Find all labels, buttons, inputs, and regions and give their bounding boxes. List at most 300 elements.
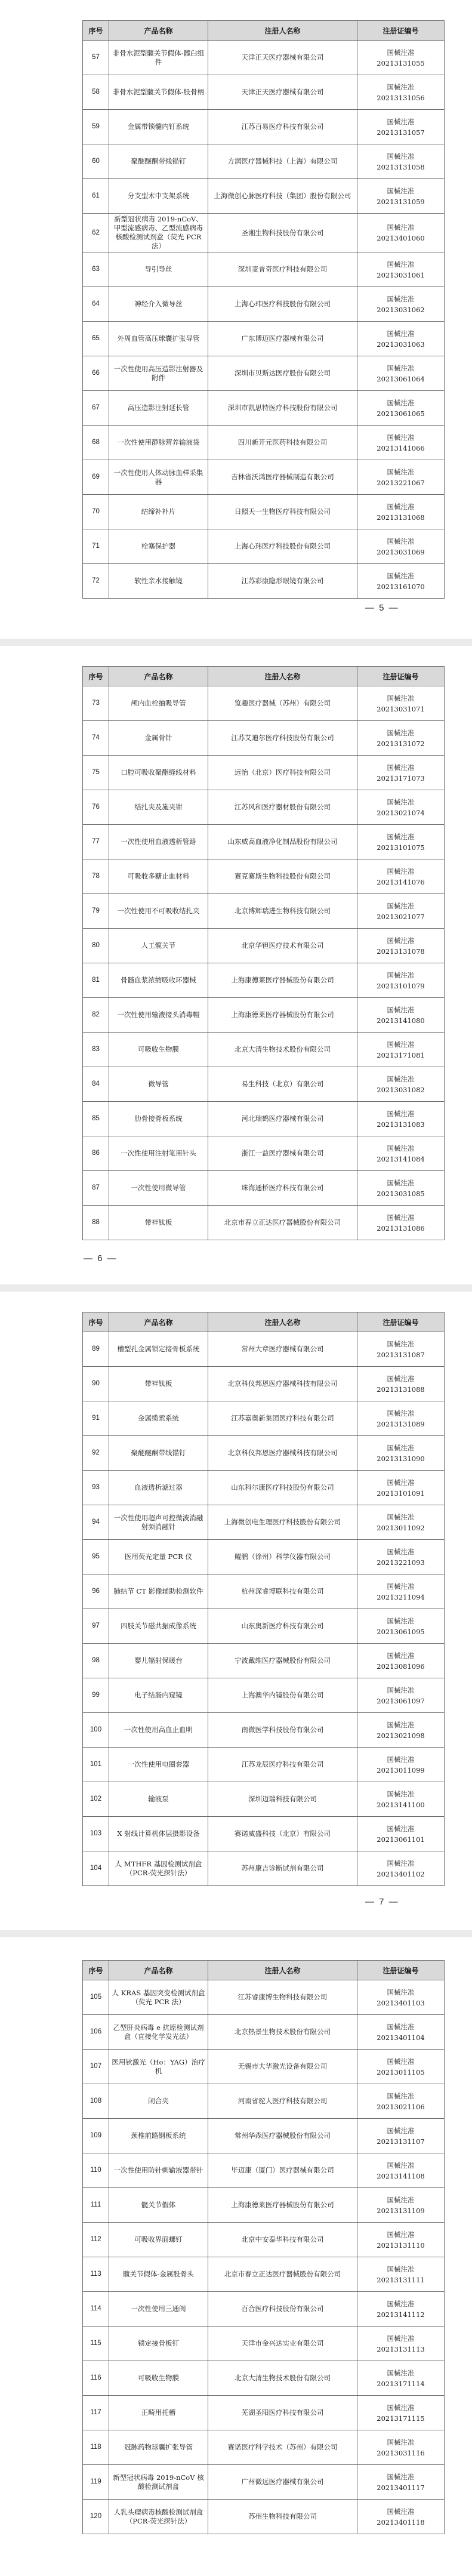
cert-type: 国械注准: [387, 1582, 415, 1591]
cert-type: 国械注准: [387, 398, 415, 407]
cert-number: 20213131058: [377, 162, 425, 171]
table-header-row: [83, 1312, 445, 1332]
cell-cert: [357, 2223, 445, 2257]
cell-registrant: 吉林省沃鸿医疗器械制造有限公司: [208, 460, 357, 495]
cert-type: 国械注准: [387, 152, 415, 161]
cell-product: 闭合夹: [109, 2084, 208, 2119]
cell-cert: [357, 686, 445, 721]
cell-registrant: 浙江一益医疗器械有限公司: [208, 1136, 357, 1171]
cell-product: 输液泵: [109, 1782, 208, 1817]
cell-product: 外周血管高压球囊扩张导管: [109, 322, 208, 356]
cell-seq: 114: [83, 2292, 109, 2327]
cell-product: 人 KRAS 基因突变检测试剂盒（荧光 PCR 法）: [109, 1980, 208, 2015]
table-row: [83, 1574, 445, 1609]
table-row: [83, 322, 445, 356]
cert-number: 20213061097: [377, 1696, 425, 1705]
cell-cert: [357, 790, 445, 825]
cell-product: 新型冠状病毒 2019-nCoV、甲型流感病毒、乙型流感病毒核酸检测试剂盒（荧光 PCR 法）: [109, 214, 208, 252]
cert-number: 20213171081: [377, 1050, 425, 1059]
cert-number: 20213401103: [377, 1998, 425, 2007]
cert-type: 国械注准: [387, 294, 415, 303]
cert-number: 20213131090: [377, 1454, 425, 1463]
table-row: [83, 1436, 445, 1471]
cert-type: 国械注准: [387, 2334, 415, 2343]
cell-registrant: 北京市春立正达医疗器械股份有限公司: [208, 2257, 357, 2292]
header-product: 产品名称: [109, 1312, 208, 1332]
cell-registrant: 圣湘生物科技股份有限公司: [208, 214, 357, 252]
table-row: [83, 426, 445, 460]
cell-registrant: 深圳市贝斯达医疗股份有限公司: [208, 356, 357, 391]
cell-product: 肺结节 CT 影像辅助检测软件: [109, 1574, 208, 1609]
cell-product: 一次性使用输液接头消毒帽: [109, 998, 208, 1033]
cell-product: 婴儿辐射保暖台: [109, 1644, 208, 1678]
cell-registrant: 易生科技（北京）有限公司: [208, 1067, 357, 1102]
cert-number: 20213221093: [377, 1558, 425, 1567]
table-body: [83, 1980, 445, 2534]
cell-cert: [357, 859, 445, 894]
cell-cert: [357, 2361, 445, 2396]
cell-seq: 62: [83, 214, 109, 252]
cert-type: 国械注准: [387, 1144, 415, 1153]
cert-number: 20213171115: [377, 2414, 425, 2423]
cert-type: 国械注准: [387, 2161, 415, 2170]
cell-seq: 92: [83, 1436, 109, 1471]
cell-registrant: 上海微创心脉医疗科技（集团）股份有限公司: [208, 179, 357, 214]
cell-registrant: 苏州康吉诊断试剂有限公司: [208, 1851, 357, 1886]
table-row: [83, 1713, 445, 1748]
cell-registrant: 山东奥新医疗科技有限公司: [208, 1609, 357, 1644]
table-row: [83, 2257, 445, 2292]
table-row: [83, 1033, 445, 1067]
table-row: [83, 1540, 445, 1574]
registration-table: [82, 1312, 445, 1886]
registration-table: [82, 20, 445, 599]
cert-type: 国械注准: [387, 2472, 415, 2481]
cell-cert: [357, 214, 445, 252]
cell-product: 一次性使用静脉营养输液袋: [109, 426, 208, 460]
cert-type: 国械注准: [387, 2230, 415, 2239]
registration-table: [82, 1960, 445, 2534]
cell-cert: [357, 356, 445, 391]
cert-number: 20213101091: [377, 1489, 425, 1497]
table-row: [83, 825, 445, 859]
table-row: [83, 2396, 445, 2430]
cell-seq: 115: [83, 2327, 109, 2361]
header-cert: 注册证编号: [357, 21, 445, 41]
cell-product: 肋骨接骨板系统: [109, 1102, 208, 1136]
cell-cert: [357, 1748, 445, 1782]
cell-seq: 95: [83, 1540, 109, 1574]
cell-product: 颅内血栓抽吸导管: [109, 686, 208, 721]
cell-cert: [357, 1471, 445, 1505]
cell-seq: 63: [83, 252, 109, 287]
cell-registrant: 广东博迈医疗器械有限公司: [208, 322, 357, 356]
registration-table: [82, 666, 445, 1240]
cell-product: 口腔可吸收聚酯缝线材料: [109, 756, 208, 790]
cell-cert: [357, 1206, 445, 1240]
cell-cert: [357, 2257, 445, 2292]
cert-type: 国械注准: [387, 970, 415, 979]
cert-number: 20213141112: [377, 2310, 425, 2319]
table-row: [83, 790, 445, 825]
table-row: [83, 1401, 445, 1436]
cell-product: 四肢关节磁共振成像系统: [109, 1609, 208, 1644]
cell-product: 结扎夹及施夹钳: [109, 790, 208, 825]
header-product: 产品名称: [109, 21, 208, 41]
cell-registrant: 北京科仪邦恩医疗器械科技有限公司: [208, 1436, 357, 1471]
cell-registrant: 芜湖圣阳医疗科技有限公司: [208, 2396, 357, 2430]
cell-seq: 118: [83, 2430, 109, 2465]
table-row: [83, 2119, 445, 2153]
cell-seq: 97: [83, 1609, 109, 1644]
cell-cert: [357, 2015, 445, 2050]
table-row: [83, 1609, 445, 1644]
cell-product: 医用钬激光（Ho：YAG）治疗机: [109, 2050, 208, 2084]
cert-type: 国械注准: [387, 2195, 415, 2204]
cert-number: 20213141076: [377, 877, 425, 886]
cell-seq: 88: [83, 1206, 109, 1240]
cell-seq: 74: [83, 721, 109, 756]
cell-seq: 69: [83, 460, 109, 495]
table-row: [83, 1171, 445, 1206]
table-row: [83, 1644, 445, 1678]
cert-type: 国械注准: [387, 1512, 415, 1521]
table-row: [83, 756, 445, 790]
cert-number: 20213031063: [377, 340, 425, 349]
cert-number: 20213061095: [377, 1627, 425, 1636]
cell-registrant: 四川新开元医药科技有限公司: [208, 426, 357, 460]
table-row: [83, 859, 445, 894]
cell-registrant: 常州大章医疗器械有限公司: [208, 1332, 357, 1367]
table-row: [83, 929, 445, 963]
cert-number: 20213131087: [377, 1350, 425, 1359]
cert-type: 国械注准: [387, 797, 415, 806]
table-row: [83, 1067, 445, 1102]
cell-seq: 101: [83, 1748, 109, 1782]
cell-seq: 111: [83, 2188, 109, 2223]
cell-cert: [357, 998, 445, 1033]
cert-type: 国械注准: [387, 1005, 415, 1014]
header-cert: 注册证编号: [357, 667, 445, 686]
cell-cert: [357, 564, 445, 599]
cert-type: 国械注准: [387, 763, 415, 772]
table-header-row: [83, 21, 445, 41]
cell-product: 一次性使用人体动脉血样采集器: [109, 460, 208, 495]
cell-seq: 109: [83, 2119, 109, 2153]
table-row: [83, 110, 445, 144]
cert-number: 20213141066: [377, 443, 425, 452]
header-seq: 序号: [83, 667, 109, 686]
cell-cert: [357, 1644, 445, 1678]
cert-number: 20213171073: [377, 774, 425, 782]
cell-seq: 64: [83, 287, 109, 322]
table-header-row: [83, 1961, 445, 1980]
table-row: [83, 1206, 445, 1240]
cell-cert: [357, 495, 445, 529]
cert-type: 国械注准: [387, 82, 415, 91]
table-row: [83, 2430, 445, 2465]
cell-registrant: 北京科仪邦恩医疗器械科技有限公司: [208, 1367, 357, 1401]
cell-cert: [357, 1980, 445, 2015]
cell-seq: 103: [83, 1817, 109, 1851]
cert-number: 20213131111: [377, 2275, 425, 2284]
cell-cert: [357, 1367, 445, 1401]
cell-cert: [357, 963, 445, 998]
cell-cert: [357, 1851, 445, 1886]
cell-seq: 66: [83, 356, 109, 391]
cert-type: 国械注准: [387, 117, 415, 126]
page-number: — 5 —: [365, 603, 399, 613]
cell-cert: [357, 41, 445, 75]
cert-type: 国械注准: [387, 694, 415, 702]
cert-number: 20213401060: [377, 234, 425, 242]
cert-number: 20213131078: [377, 947, 425, 956]
table-row: [83, 252, 445, 287]
cert-number: 20213401118: [377, 2518, 425, 2526]
cell-registrant: 上海心玮医疗科技股份有限公司: [208, 287, 357, 322]
table-row: [83, 2153, 445, 2188]
cell-product: 冠脉药物球囊扩张导管: [109, 2430, 208, 2465]
cert-type: 国械注准: [387, 1339, 415, 1348]
cert-type: 国械注准: [387, 2438, 415, 2446]
cell-product: 髋关节假体-金属股骨头: [109, 2257, 208, 2292]
cell-seq: 100: [83, 1713, 109, 1748]
cell-registrant: 苏州生物科技有限公司: [208, 2500, 357, 2534]
cell-cert: [357, 756, 445, 790]
cell-seq: 61: [83, 179, 109, 214]
cell-cert: [357, 1782, 445, 1817]
cell-registrant: 北京华钽医疗技术有限公司: [208, 929, 357, 963]
cell-registrant: 上海心玮医疗科技股份有限公司: [208, 529, 357, 564]
cell-seq: 119: [83, 2465, 109, 2500]
cell-product: 金属带锁髓内钉系统: [109, 110, 208, 144]
header-registrant: 注册人名称: [208, 1961, 357, 1980]
header-seq: 序号: [83, 1312, 109, 1332]
cell-seq: 83: [83, 1033, 109, 1067]
cell-product: 高压造影注射延长管: [109, 391, 208, 426]
cell-registrant: 远怡（北京）医疗科技有限公司: [208, 756, 357, 790]
table-row: [83, 2327, 445, 2361]
table-row: [83, 460, 445, 495]
cell-seq: 102: [83, 1782, 109, 1817]
header-product: 产品名称: [109, 1961, 208, 1980]
cert-number: 20213131059: [377, 197, 425, 206]
cert-type: 国械注准: [387, 867, 415, 876]
cell-product: 医用荧光定量 PCR 仪: [109, 1540, 208, 1574]
cell-cert: [357, 894, 445, 929]
cell-cert: [357, 1678, 445, 1713]
cell-product: 一次性使用三通阀: [109, 2292, 208, 2327]
header-cert: 注册证编号: [357, 1312, 445, 1332]
cell-seq: 59: [83, 110, 109, 144]
table-row: [83, 41, 445, 75]
cell-registrant: 江苏风和医疗器材股份有限公司: [208, 790, 357, 825]
cell-seq: 73: [83, 686, 109, 721]
cell-cert: [357, 929, 445, 963]
cert-type: 国械注准: [387, 1988, 415, 1996]
cert-type: 国械注准: [387, 223, 415, 232]
cell-product: 一次性使用防针刺输液器带针: [109, 2153, 208, 2188]
cell-registrant: 杭州深睿博联科技有限公司: [208, 1574, 357, 1609]
cert-number: 20213021098: [377, 1731, 425, 1740]
cell-cert: [357, 1505, 445, 1540]
table-body: [83, 41, 445, 599]
cert-number: 20213101075: [377, 843, 425, 852]
page-number: — 7 —: [365, 1897, 399, 1907]
cell-registrant: 上海微创电生理医疗科技股份有限公司: [208, 1505, 357, 1540]
cell-product: 微导管: [109, 1067, 208, 1102]
cell-registrant: 山东威高血液净化制品股份有限公司: [208, 825, 357, 859]
cell-seq: 77: [83, 825, 109, 859]
cell-registrant: 上海康德莱医疗器械股份有限公司: [208, 998, 357, 1033]
table-row: [83, 2188, 445, 2223]
cell-registrant: 鲲鹏（徐州）科学仪器有限公司: [208, 1540, 357, 1574]
cert-type: 国械注准: [387, 2507, 415, 2516]
cell-seq: 84: [83, 1067, 109, 1102]
cert-type: 国械注准: [387, 1443, 415, 1452]
cell-seq: 82: [83, 998, 109, 1033]
cert-number: 20213081096: [377, 1662, 425, 1671]
cell-cert: [357, 322, 445, 356]
cell-cert: [357, 2119, 445, 2153]
cell-cert: [357, 2153, 445, 2188]
cert-number: 20213131109: [377, 2206, 425, 2215]
table-body: [83, 686, 445, 1240]
cert-type: 国械注准: [387, 1755, 415, 1764]
cell-registrant: 广州微远医疗器械有限公司: [208, 2465, 357, 2500]
cell-cert: [357, 1102, 445, 1136]
table-row: [83, 2050, 445, 2084]
cell-seq: 112: [83, 2223, 109, 2257]
cert-number: 20213031082: [377, 1085, 425, 1094]
table-row: [83, 2015, 445, 2050]
cell-product: 一次性使用高血止血明: [109, 1713, 208, 1748]
cell-product: 导引导丝: [109, 252, 208, 287]
cell-seq: 86: [83, 1136, 109, 1171]
cell-registrant: 常州华森医疗器械股份有限公司: [208, 2119, 357, 2153]
cert-type: 国械注准: [387, 363, 415, 372]
cert-type: 国械注准: [387, 1547, 415, 1556]
cell-cert: [357, 2465, 445, 2500]
cell-seq: 96: [83, 1574, 109, 1609]
table-row: [83, 564, 445, 599]
cert-number: 20213031061: [377, 270, 425, 279]
cell-cert: [357, 179, 445, 214]
cell-product: 软性亲水接触镜: [109, 564, 208, 599]
cert-type: 国械注准: [387, 1720, 415, 1729]
cert-number: 20213131107: [377, 2137, 425, 2146]
table-row: [83, 1505, 445, 1540]
cell-registrant: 深圳市凯思特医疗科技股份有限公司: [208, 391, 357, 426]
cert-number: 20213031116: [377, 2448, 425, 2457]
cell-product: 骨髓血浆浓缩吸收环器械: [109, 963, 208, 998]
cell-registrant: 河北瑞鹤医疗器械有限公司: [208, 1102, 357, 1136]
cert-number: 20213131056: [377, 93, 425, 102]
cell-seq: 94: [83, 1505, 109, 1540]
cell-cert: [357, 2292, 445, 2327]
table-row: [83, 686, 445, 721]
table-header-row: [83, 667, 445, 686]
cell-cert: [357, 2050, 445, 2084]
cell-cert: [357, 110, 445, 144]
table-row: [83, 1782, 445, 1817]
cell-seq: 71: [83, 529, 109, 564]
cert-type: 国械注准: [387, 2091, 415, 2100]
cert-type: 国械注准: [387, 467, 415, 476]
table-row: [83, 1817, 445, 1851]
table-row: [83, 179, 445, 214]
cert-number: 20213131083: [377, 1120, 425, 1129]
table-row: [83, 963, 445, 998]
cert-number: 20213021077: [377, 912, 425, 921]
cell-product: 栓塞保护器: [109, 529, 208, 564]
cell-seq: 65: [83, 322, 109, 356]
cell-seq: 90: [83, 1367, 109, 1401]
cert-number: 20213101079: [377, 981, 425, 990]
cert-type: 国械注准: [387, 1374, 415, 1383]
cell-registrant: 赛克赛斯生物科技股份有限公司: [208, 859, 357, 894]
cell-product: 聚醚醚酮带线锚钉: [109, 1436, 208, 1471]
cert-type: 国械注准: [387, 433, 415, 442]
cell-product: 可吸收多糖止血材料: [109, 859, 208, 894]
cert-type: 国械注准: [387, 260, 415, 269]
cell-registrant: 方润医疗器械科技（上海）有限公司: [208, 144, 357, 179]
cell-product: 髋关节假体: [109, 2188, 208, 2223]
cell-product: 一次性使用高压造影注射器及附件: [109, 356, 208, 391]
cell-product: 一次性使用微导管: [109, 1171, 208, 1206]
page-number: — 6 —: [84, 1253, 118, 1264]
cell-product: 正畸用托槽: [109, 2396, 208, 2430]
cert-number: 20213131088: [377, 1385, 425, 1394]
cell-registrant: 南微医学科技股份有限公司: [208, 1713, 357, 1748]
cell-seq: 117: [83, 2396, 109, 2430]
table-row: [83, 998, 445, 1033]
cert-number: 20213131089: [377, 1419, 425, 1428]
cell-seq: 98: [83, 1644, 109, 1678]
cell-registrant: 江苏睿康博生物科技有限公司: [208, 1980, 357, 2015]
cell-seq: 72: [83, 564, 109, 599]
cert-type: 国械注准: [387, 2057, 415, 2066]
cert-number: 20213131110: [377, 2241, 425, 2250]
cert-number: 20213061101: [377, 1835, 425, 1844]
table-row: [83, 2500, 445, 2534]
cell-cert: [357, 1401, 445, 1436]
cert-type: 国械注准: [387, 1074, 415, 1083]
cell-cert: [357, 287, 445, 322]
table-row: [83, 1851, 445, 1886]
table-row: [83, 495, 445, 529]
table-row: [83, 2292, 445, 2327]
cell-registrant: 北京大清生物技术股份有限公司: [208, 2361, 357, 2396]
header-seq: 序号: [83, 21, 109, 41]
cell-seq: 91: [83, 1401, 109, 1436]
cert-number: 20213401104: [377, 2033, 425, 2042]
table-body: [83, 1332, 445, 1886]
cell-registrant: 天津市金兴达实业有限公司: [208, 2327, 357, 2361]
cell-registrant: 百合医疗科技股份有限公司: [208, 2292, 357, 2327]
cell-registrant: 深圳麦普奇医疗科技有限公司: [208, 252, 357, 287]
cell-product: 非骨水泥型髋关节假体-股骨柄: [109, 75, 208, 110]
cell-seq: 81: [83, 963, 109, 998]
table-row: [83, 214, 445, 252]
cert-number: 20213141100: [377, 1800, 425, 1809]
cell-product: 聚醚醚酮带线锚钉: [109, 144, 208, 179]
cell-cert: [357, 391, 445, 426]
cert-type: 国械注准: [387, 1478, 415, 1487]
header-cert: 注册证编号: [357, 1961, 445, 1980]
cert-type: 国械注准: [387, 1213, 415, 1222]
cell-registrant: 江苏彩康隐形眼镜有限公司: [208, 564, 357, 599]
